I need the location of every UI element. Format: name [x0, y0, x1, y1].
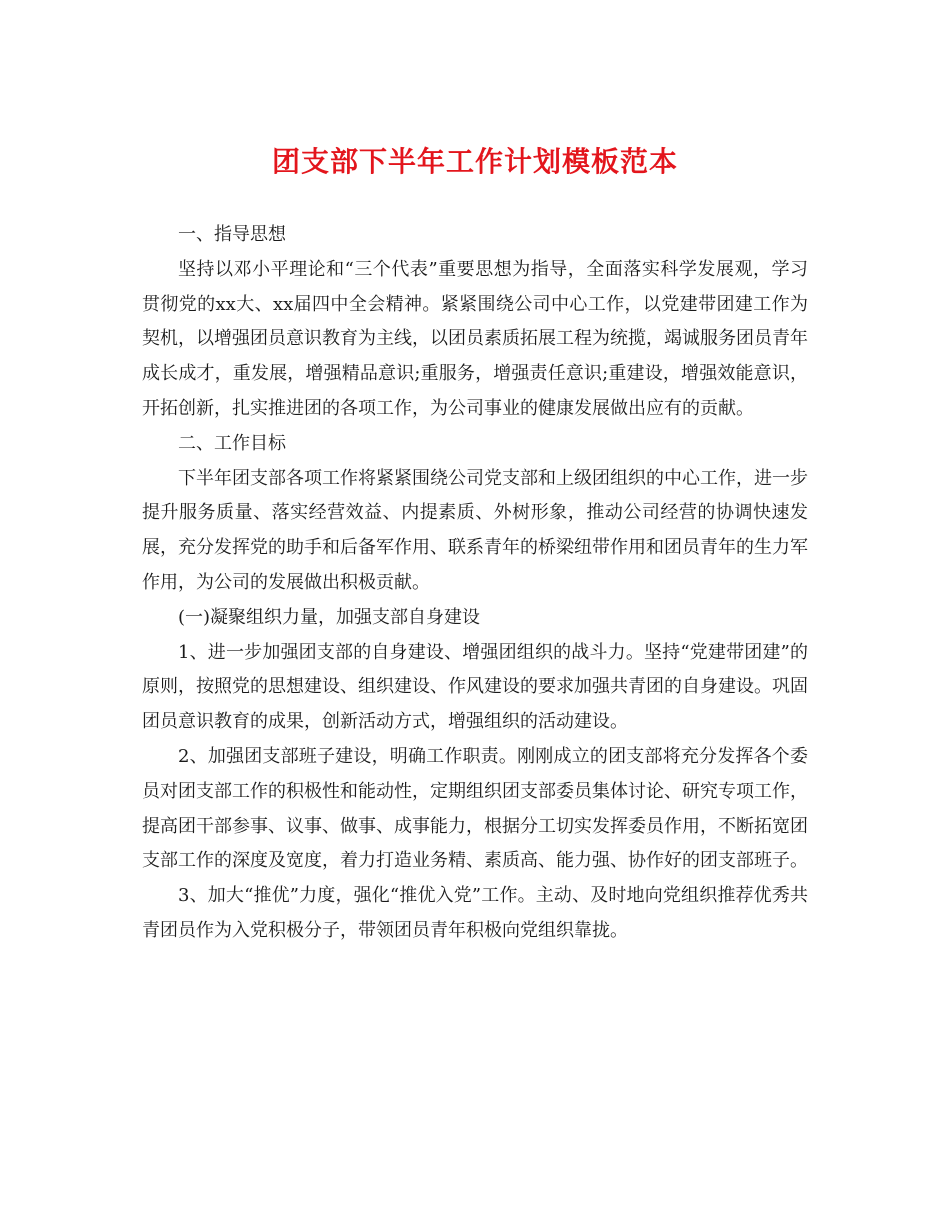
document-body — [142, 218, 808, 949]
paragraph-item-3: 3、加大“推优”力度，强化“推优入党”工作。主动、及时地向党组织推荐优秀共青团员作为入党积极分子，带领团员青年积极向党组织靠拢。 — [142, 885, 808, 941]
paragraph-item-2: 2、加强团支部班子建设，明确工作职责。刚刚成立的团支部将充分发挥各个委员对团支部工作的积极性和能动性，定期组织团支部委员集体讨论、研究专项工作，提高团干部参事、议事、做事、成事能力，根据分工切实发挥委员作用，不断拓宽团支部工作的深度及宽度，着力打造业务精、素质高、能力强、协作好的团支部班子。 — [142, 745, 808, 872]
paragraph-work-goals: 下半年团支部各项工作将紧紧围绕公司党支部和上级团组织的中心工作，进一步提升服务质量、落实经营效益、内提素质、外树形象，推动公司经营的协调快速发展，充分发挥党的助手和后备军作用、联系青年的桥梁纽带作用和团员青年的生力军作用，为公司的发展做出积极贡献。 — [142, 467, 808, 593]
section-heading-guiding-ideology: 一、指导思想 — [178, 224, 286, 245]
paragraph-item-1: 1、进一步加强团支部的自身建设、增强团组织的战斗力。坚持“党建带团建”的原则，按照党的思想建设、组织建设、作风建设的要求加强共青团的自身建设。巩固团员意识教育的成果，创新活动方式，增强组织的活动建设。 — [142, 641, 808, 733]
document-title: 团支部下半年工作计划模板范本 — [271, 145, 678, 178]
subsection-heading-organization: (一)凝聚组织力量，加强支部自身建设 — [178, 606, 481, 628]
section-heading-work-goals: 二、工作目标 — [178, 432, 286, 454]
paragraph-guiding-ideology: 坚持以邓小平理论和“三个代表”重要思想为指导，全面落实科学发展观，学习贯彻党的xx大、xx届四中全会精神。紧紧围绕公司中心工作，以党建带团建工作为契机，以增强团员意识教育为主线，以团员素质拓展工程为统揽，竭诚服务团员青年成长成才，重发展，增强精品意识;重服务，增强责任意识;重建设，增强效能意识，开拓创新，扎实推进团的各项工作，为公司事业的健康发展做出应有的贡献。 — [142, 258, 808, 419]
